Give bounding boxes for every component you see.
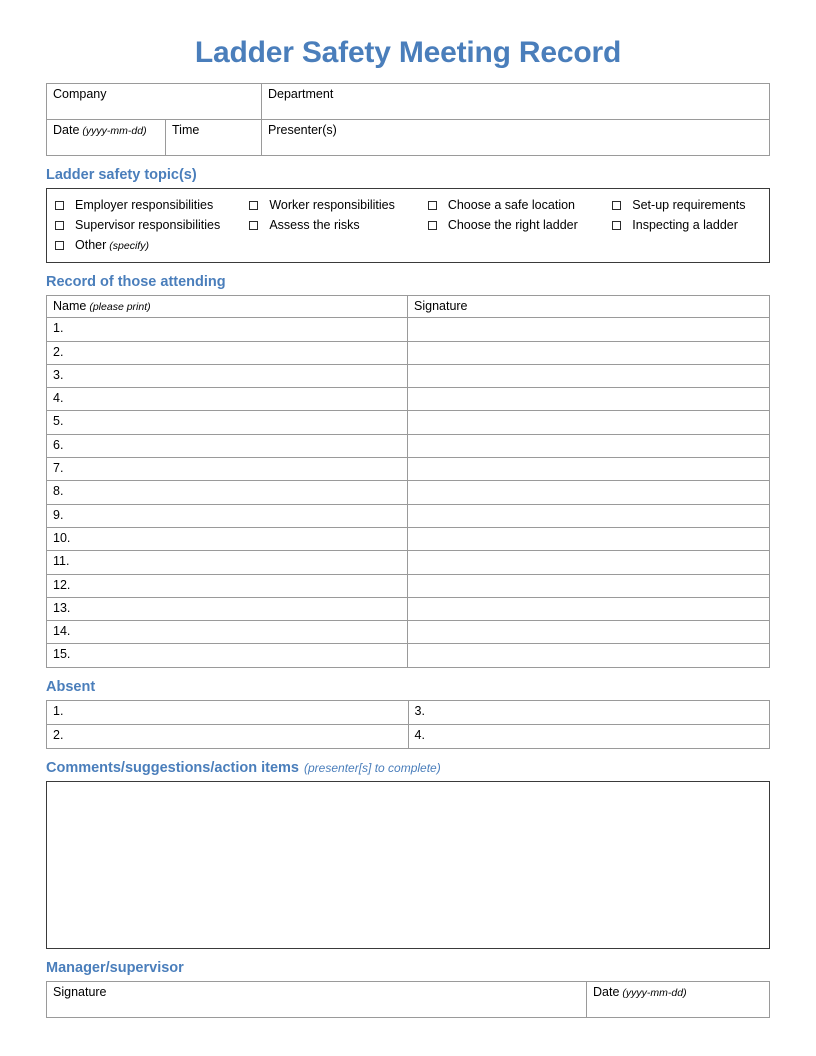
topic-label: Employer responsibilities	[75, 198, 214, 213]
manager-table	[46, 981, 770, 1018]
company-label: Company	[53, 87, 107, 101]
topic-option-other[interactable]	[55, 238, 251, 252]
table-row	[47, 597, 770, 620]
header-info-table	[46, 83, 770, 156]
attendance-row-number: 15.	[47, 644, 408, 667]
comments-heading	[46, 759, 770, 777]
comments-heading-text: Comments/suggestions/action items	[46, 759, 299, 776]
attendance-signature-cell[interactable]	[408, 341, 770, 364]
checkbox-icon[interactable]	[612, 201, 621, 210]
attendance-signature-cell[interactable]	[408, 411, 770, 434]
topic-label: Choose a safe location	[447, 198, 575, 213]
absent-cell-2[interactable]	[47, 724, 409, 748]
table-row	[47, 644, 770, 667]
table-row	[47, 700, 770, 724]
topic-option-choose-the-right-ladder[interactable]	[428, 218, 612, 232]
topics-row-3	[55, 235, 761, 255]
topic-label: Choose the right ladder	[447, 218, 578, 233]
checkbox-icon[interactable]	[428, 201, 437, 210]
table-row	[47, 621, 770, 644]
document-page	[46, 0, 770, 1018]
attendance-row-number: 1.	[47, 318, 408, 341]
absent-heading	[46, 678, 770, 696]
column-header-name-text: Name	[53, 299, 87, 314]
topic-label	[75, 238, 149, 252]
topics-heading	[46, 166, 770, 184]
attendance-row-number: 3.	[47, 364, 408, 387]
attendance-signature-cell[interactable]	[408, 527, 770, 550]
comments-input[interactable]	[46, 781, 770, 949]
topics-row-1	[55, 195, 761, 215]
topic-option-set-up-requirements[interactable]	[612, 198, 761, 212]
absent-row-number: 4.	[414, 727, 425, 742]
column-header-name-note: (please print)	[89, 301, 151, 314]
topic-label-text: Other	[75, 238, 107, 253]
manager-date-format-note: (yyyy-mm-dd)	[622, 987, 687, 1000]
absent-row-number: 1.	[53, 703, 64, 718]
table-row	[47, 481, 770, 504]
manager-date-field[interactable]	[587, 982, 770, 1018]
topics-row-2	[55, 215, 761, 235]
manager-signature-field[interactable]	[47, 982, 587, 1018]
topic-label: Inspecting a ladder	[632, 218, 738, 233]
attendance-signature-cell[interactable]	[408, 551, 770, 574]
department-field[interactable]	[262, 84, 770, 120]
manager-heading-text: Manager/supervisor	[46, 959, 184, 976]
topic-option-employer-responsibilities[interactable]	[55, 198, 249, 212]
attendance-row-number: 8.	[47, 481, 408, 504]
table-row	[47, 411, 770, 434]
attendance-heading-text: Record of those attending	[46, 274, 226, 291]
table-row	[47, 434, 770, 457]
topic-option-inspecting-a-ladder[interactable]	[612, 218, 761, 232]
checkbox-icon[interactable]	[428, 221, 437, 230]
date-field[interactable]	[47, 120, 166, 156]
topic-label: Supervisor responsibilities	[75, 218, 221, 233]
table-row	[47, 574, 770, 597]
topic-option-worker-responsibilities[interactable]	[249, 198, 427, 212]
checkbox-icon[interactable]	[249, 201, 258, 210]
table-row	[47, 388, 770, 411]
attendance-row-number: 2.	[47, 341, 408, 364]
attendance-signature-cell[interactable]	[408, 458, 770, 481]
attendance-signature-cell[interactable]	[408, 364, 770, 387]
topic-label: Set-up requirements	[632, 198, 746, 213]
checkbox-icon[interactable]	[55, 201, 64, 210]
topic-option-choose-a-safe-location[interactable]	[428, 198, 612, 212]
table-row	[47, 527, 770, 550]
attendance-signature-cell[interactable]	[408, 621, 770, 644]
attendance-signature-cell[interactable]	[408, 504, 770, 527]
table-row	[47, 504, 770, 527]
table-row	[47, 458, 770, 481]
page-title: Ladder Safety Meeting Record	[194, 36, 622, 69]
attendance-signature-cell[interactable]	[408, 644, 770, 667]
column-header-name	[47, 296, 408, 318]
absent-cell-3[interactable]	[408, 700, 770, 724]
topic-option-supervisor-responsibilities[interactable]	[55, 218, 249, 232]
attendance-row-number: 4.	[47, 388, 408, 411]
company-field[interactable]	[47, 84, 262, 120]
attendance-row-number: 12.	[47, 574, 408, 597]
attendance-table	[46, 295, 770, 667]
topic-label: Assess the risks	[269, 218, 360, 233]
table-header-row	[47, 296, 770, 318]
absent-table	[46, 700, 770, 749]
absent-cell-4[interactable]	[408, 724, 770, 748]
checkbox-icon[interactable]	[249, 221, 258, 230]
topic-option-assess-the-risks[interactable]	[249, 218, 427, 232]
attendance-row-number: 14.	[47, 621, 408, 644]
manager-signature-label: Signature	[53, 985, 107, 1000]
table-row	[47, 364, 770, 387]
topic-label: Worker responsibilities	[269, 198, 395, 213]
absent-cell-1[interactable]	[47, 700, 409, 724]
checkbox-icon[interactable]	[55, 221, 64, 230]
manager-date-label: Date	[593, 985, 620, 1000]
attendance-row-number: 9.	[47, 504, 408, 527]
column-header-signature-text: Signature	[414, 299, 468, 314]
attendance-row-number: 10.	[47, 527, 408, 550]
attendance-signature-cell[interactable]	[408, 434, 770, 457]
table-row	[47, 551, 770, 574]
attendance-signature-cell[interactable]	[408, 481, 770, 504]
attendance-row-number: 6.	[47, 434, 408, 457]
date-label: Date	[53, 123, 80, 137]
topics-box	[46, 188, 770, 263]
table-row	[47, 724, 770, 748]
table-row	[47, 84, 770, 120]
attendance-heading	[46, 273, 770, 291]
checkbox-icon[interactable]	[612, 221, 621, 230]
department-label: Department	[268, 87, 334, 101]
attendance-signature-cell[interactable]	[408, 574, 770, 597]
table-row	[47, 318, 770, 341]
absent-row-number: 2.	[53, 727, 64, 742]
table-row	[47, 982, 770, 1018]
attendance-signature-cell[interactable]	[408, 597, 770, 620]
attendance-row-number: 13.	[47, 597, 408, 620]
checkbox-icon[interactable]	[55, 241, 64, 250]
time-field[interactable]	[166, 120, 262, 156]
presenters-field[interactable]	[262, 120, 770, 156]
attendance-signature-cell[interactable]	[408, 318, 770, 341]
attendance-signature-cell[interactable]	[408, 388, 770, 411]
attendance-row-number: 5.	[47, 411, 408, 434]
topics-heading-text: Ladder safety topic(s)	[46, 167, 197, 183]
attendance-row-number: 7.	[47, 458, 408, 481]
absent-row-number: 3.	[414, 703, 425, 718]
absent-heading-text: Absent	[46, 678, 96, 695]
time-label: Time	[172, 123, 200, 137]
topic-label-note: (specify)	[109, 240, 149, 253]
comments-heading-note: (presenter[s] to complete)	[304, 760, 441, 775]
table-row	[47, 341, 770, 364]
manager-heading	[46, 959, 770, 977]
column-header-signature	[408, 296, 770, 318]
attendance-row-number: 11.	[47, 551, 408, 574]
date-format-note: (yyyy-mm-dd)	[82, 125, 147, 137]
table-row	[47, 120, 770, 156]
presenters-label: Presenter(s)	[268, 123, 337, 137]
